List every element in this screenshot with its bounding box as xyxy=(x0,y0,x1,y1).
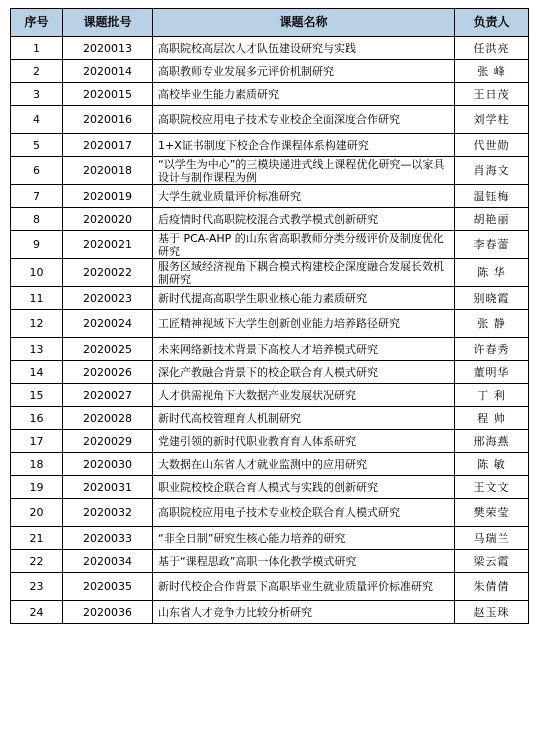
cell-project-title: 党建引领的新时代职业教育育人体系研究 xyxy=(153,430,455,453)
cell-owner: 肖海文 xyxy=(455,157,529,185)
cell-batch-code: 2020026 xyxy=(63,361,153,384)
table-row xyxy=(11,550,529,573)
cell-project-title: 人才供需视角下大数据产业发展状况研究 xyxy=(153,384,455,407)
cell-project-title: 新时代高校管理育人机制研究 xyxy=(153,407,455,430)
cell-batch-code: 2020013 xyxy=(63,37,153,60)
cell-batch-code: 2020020 xyxy=(63,208,153,231)
table-row xyxy=(11,601,529,624)
cell-serial: 24 xyxy=(11,601,63,624)
cell-owner: 王文文 xyxy=(455,476,529,499)
cell-serial: 13 xyxy=(11,338,63,361)
cell-serial: 4 xyxy=(11,106,63,134)
cell-serial: 15 xyxy=(11,384,63,407)
cell-batch-code: 2020031 xyxy=(63,476,153,499)
cell-batch-code: 2020022 xyxy=(63,259,153,287)
cell-project-title: 高校毕业生能力素质研究 xyxy=(153,83,455,106)
table-row xyxy=(11,83,529,106)
cell-batch-code: 2020017 xyxy=(63,134,153,157)
cell-serial: 18 xyxy=(11,453,63,476)
table-row xyxy=(11,476,529,499)
header-project-title: 课题名称 xyxy=(153,9,455,37)
cell-owner: 许春秀 xyxy=(455,338,529,361)
cell-project-title: 大数据在山东省人才就业监测中的应用研究 xyxy=(153,453,455,476)
cell-owner: 樊荣莹 xyxy=(455,499,529,527)
cell-serial: 17 xyxy=(11,430,63,453)
cell-owner: 胡艳丽 xyxy=(455,208,529,231)
cell-serial: 8 xyxy=(11,208,63,231)
table-row xyxy=(11,527,529,550)
table-row xyxy=(11,259,529,287)
cell-batch-code: 2020028 xyxy=(63,407,153,430)
header-owner: 负责人 xyxy=(455,9,529,37)
cell-owner: 梁云霞 xyxy=(455,550,529,573)
cell-project-title: 未来网络新技术背景下高校人才培养模式研究 xyxy=(153,338,455,361)
table-row xyxy=(11,361,529,384)
table-body xyxy=(11,37,529,624)
cell-batch-code: 2020015 xyxy=(63,83,153,106)
header-batch-code: 课题批号 xyxy=(63,9,153,37)
cell-batch-code: 2020032 xyxy=(63,499,153,527)
cell-project-title: 基于“课程思政”高职一体化教学模式研究 xyxy=(153,550,455,573)
cell-batch-code: 2020034 xyxy=(63,550,153,573)
cell-batch-code: 2020023 xyxy=(63,287,153,310)
cell-serial: 16 xyxy=(11,407,63,430)
cell-serial: 2 xyxy=(11,60,63,83)
cell-serial: 12 xyxy=(11,310,63,338)
project-table xyxy=(10,8,529,624)
table-row xyxy=(11,37,529,60)
cell-serial: 22 xyxy=(11,550,63,573)
cell-project-title: 后疫情时代高职院校混合式教学模式创新研究 xyxy=(153,208,455,231)
cell-batch-code: 2020025 xyxy=(63,338,153,361)
table-row xyxy=(11,430,529,453)
table-row xyxy=(11,60,529,83)
cell-batch-code: 2020019 xyxy=(63,185,153,208)
header-row xyxy=(11,9,529,37)
cell-serial: 9 xyxy=(11,231,63,259)
table-row xyxy=(11,573,529,601)
table-row xyxy=(11,106,529,134)
cell-owner: 赵玉珠 xyxy=(455,601,529,624)
cell-serial: 7 xyxy=(11,185,63,208)
cell-project-title: 高职院校高层次人才队伍建设研究与实践 xyxy=(153,37,455,60)
cell-project-title: “非全日制”研究生核心能力培养的研究 xyxy=(153,527,455,550)
cell-owner: 张 峰 xyxy=(455,60,529,83)
cell-owner: 张 静 xyxy=(455,310,529,338)
table-row xyxy=(11,185,529,208)
cell-project-title: 高职院校应用电子技术专业校企联合育人模式研究 xyxy=(153,499,455,527)
cell-project-title: 服务区域经济视角下耦合模式构建校企深度融合发展长效机制研究 xyxy=(153,259,455,287)
cell-project-title: 高职教师专业发展多元评价机制研究 xyxy=(153,60,455,83)
cell-serial: 14 xyxy=(11,361,63,384)
cell-project-title: 基于 PCA-AHP 的山东省高职教师分类分级评价及制度优化研究 xyxy=(153,231,455,259)
cell-project-title: 山东省人才竞争力比较分析研究 xyxy=(153,601,455,624)
cell-owner: 陈 华 xyxy=(455,259,529,287)
cell-project-title: 职业院校校企联合育人模式与实践的创新研究 xyxy=(153,476,455,499)
cell-project-title: 新时代校企合作背景下高职毕业生就业质量评价标准研究 xyxy=(153,573,455,601)
cell-serial: 23 xyxy=(11,573,63,601)
cell-owner: 刘学柱 xyxy=(455,106,529,134)
cell-serial: 10 xyxy=(11,259,63,287)
cell-project-title: 大学生就业质量评价标准研究 xyxy=(153,185,455,208)
cell-project-title: 新时代提高高职学生职业核心能力素质研究 xyxy=(153,287,455,310)
cell-serial: 21 xyxy=(11,527,63,550)
cell-owner: 陈 敏 xyxy=(455,453,529,476)
cell-serial: 3 xyxy=(11,83,63,106)
table-row xyxy=(11,231,529,259)
cell-serial: 5 xyxy=(11,134,63,157)
cell-owner: 程 帅 xyxy=(455,407,529,430)
cell-batch-code: 2020033 xyxy=(63,527,153,550)
cell-serial: 19 xyxy=(11,476,63,499)
cell-batch-code: 2020016 xyxy=(63,106,153,134)
cell-project-title: 工匠精神视域下大学生创新创业能力培养路径研究 xyxy=(153,310,455,338)
cell-batch-code: 2020018 xyxy=(63,157,153,185)
cell-project-title: 1+X证书制度下校企合作课程体系构建研究 xyxy=(153,134,455,157)
table-row xyxy=(11,384,529,407)
cell-owner: 邢海燕 xyxy=(455,430,529,453)
cell-batch-code: 2020014 xyxy=(63,60,153,83)
cell-batch-code: 2020027 xyxy=(63,384,153,407)
table-row xyxy=(11,310,529,338)
table-row xyxy=(11,407,529,430)
cell-owner: 董明华 xyxy=(455,361,529,384)
cell-serial: 6 xyxy=(11,157,63,185)
cell-owner: 代世勋 xyxy=(455,134,529,157)
cell-batch-code: 2020021 xyxy=(63,231,153,259)
cell-serial: 20 xyxy=(11,499,63,527)
cell-serial: 11 xyxy=(11,287,63,310)
cell-batch-code: 2020030 xyxy=(63,453,153,476)
cell-project-title: “以学生为中心”的三模块递进式线上课程优化研究—以家具设计与制作课程为例 xyxy=(153,157,455,185)
header-serial: 序号 xyxy=(11,9,63,37)
cell-owner: 马瑞兰 xyxy=(455,527,529,550)
cell-batch-code: 2020035 xyxy=(63,573,153,601)
cell-batch-code: 2020024 xyxy=(63,310,153,338)
cell-owner: 任洪亮 xyxy=(455,37,529,60)
table-row xyxy=(11,134,529,157)
cell-owner: 王日茂 xyxy=(455,83,529,106)
cell-owner: 丁 利 xyxy=(455,384,529,407)
table-row xyxy=(11,287,529,310)
cell-batch-code: 2020029 xyxy=(63,430,153,453)
cell-owner: 李春蕾 xyxy=(455,231,529,259)
cell-owner: 别晓霞 xyxy=(455,287,529,310)
table-row xyxy=(11,499,529,527)
table-row xyxy=(11,338,529,361)
table-row xyxy=(11,453,529,476)
cell-project-title: 高职院校应用电子技术专业校企全面深度合作研究 xyxy=(153,106,455,134)
cell-owner: 朱倩倩 xyxy=(455,573,529,601)
cell-project-title: 深化产教融合背景下的校企联合育人模式研究 xyxy=(153,361,455,384)
cell-serial: 1 xyxy=(11,37,63,60)
cell-owner: 温钰梅 xyxy=(455,185,529,208)
cell-batch-code: 2020036 xyxy=(63,601,153,624)
table-row xyxy=(11,157,529,185)
table-row xyxy=(11,208,529,231)
